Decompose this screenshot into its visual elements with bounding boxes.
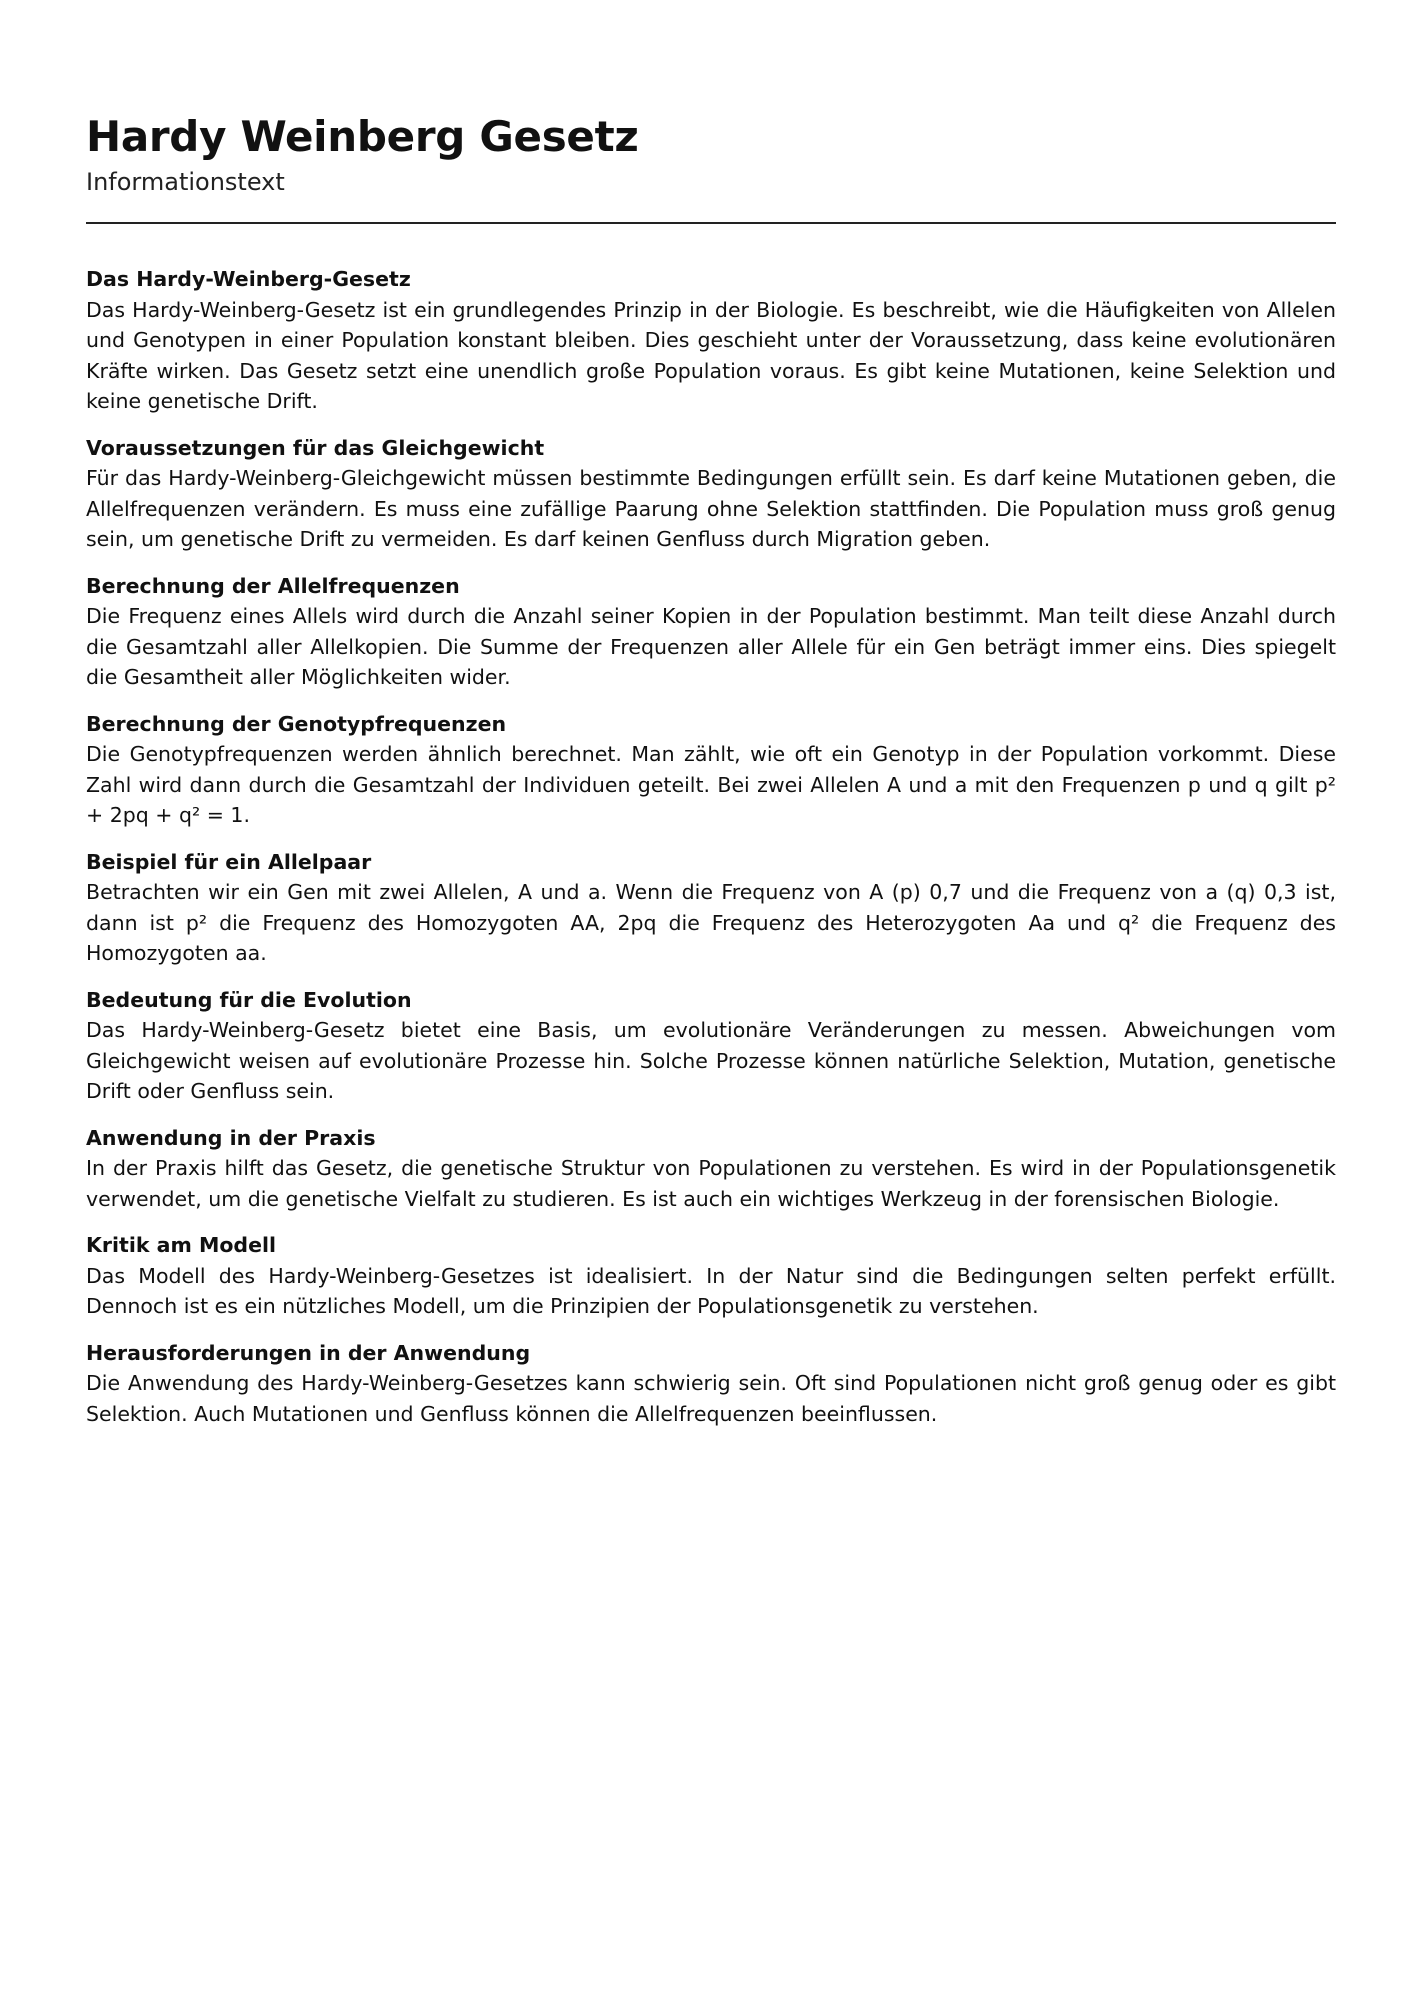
document-page — [86, 112, 1336, 1445]
section-body: Die Genotypfrequenzen werden ähnlich berechnet. Man zählt, wie oft ein Genotyp in der Population vorkommt. Diese Zahl wird dann durch die Gesamtzahl der Individuen geteilt. Bei zwei Allelen A und a mit den Frequenzen p und q gilt p² + 2pq + q² = 1. — [86, 742, 1336, 827]
section-equilibrium-conditions — [86, 433, 1336, 555]
section-body: In der Praxis hilft das Gesetz, die genetische Struktur von Populationen zu verstehen. Es wird in der Populationsgenetik verwendet, um die genetische Vielfalt zu studieren. Es ist auch ein wichtiges Werkzeug in der forensischen Biologie. — [86, 1156, 1336, 1211]
section-body: Die Frequenz eines Allels wird durch die Anzahl seiner Kopien in der Population bestimmt. Man teilt diese Anzahl durch die Gesamtzahl aller Allelkopien. Die Summe der Frequenzen aller Allele für ein Gen beträgt immer eins. Dies spiegelt die Gesamtheit aller Möglichkeiten wider. — [86, 604, 1336, 689]
title-divider — [86, 222, 1336, 224]
section-evolution-significance — [86, 985, 1336, 1107]
section-heading: Berechnung der Allelfrequenzen — [86, 573, 460, 598]
section-body: Das Hardy-Weinberg-Gesetz bietet eine Basis, um evolutionäre Veränderungen zu messen. Abweichungen vom Gleichgewicht weisen auf evolutionäre Prozesse hin. Solche Prozesse können natürliche Selektion, Mutation, genetische Drift oder Genfluss sein. — [86, 1018, 1336, 1103]
section-body: Die Anwendung des Hardy-Weinberg-Gesetzes kann schwierig sein. Oft sind Populationen nicht groß genug oder es gibt Selektion. Auch Mutationen und Genfluss können die Allelfrequenzen beeinflussen. — [86, 1371, 1336, 1426]
section-heading: Bedeutung für die Evolution — [86, 987, 412, 1012]
section-body: Das Modell des Hardy-Weinberg-Gesetzes ist idealisiert. In der Natur sind die Bedingungen selten perfekt erfüllt. Dennoch ist es ein nützliches Modell, um die Prinzipien der Populationsgenetik zu verstehen. — [86, 1263, 1336, 1318]
section-heading: Berechnung der Genotypfrequenzen — [86, 711, 507, 736]
section-body: Das Hardy-Weinberg-Gesetz ist ein grundlegendes Prinzip in der Biologie. Es beschreibt, wie die Häufigkeiten von Allelen und Genotypen in einer Population konstant bleiben. Dies geschieht unter der Voraussetzung, dass keine evolutionären Kräfte wirken. Das Gesetz setzt eine unendlich große Population voraus. Es gibt keine Mutationen, keine Selektion und keine genetische Drift. — [86, 297, 1336, 413]
section-practical-application — [86, 1123, 1336, 1215]
document-subtitle: Informationstext — [86, 168, 285, 196]
section-genotype-frequencies — [86, 709, 1336, 831]
section-heading: Voraussetzungen für das Gleichgewicht — [86, 435, 545, 460]
section-heading: Herausforderungen in der Anwendung — [86, 1340, 531, 1365]
section-application-challenges — [86, 1338, 1336, 1430]
section-body: Für das Hardy-Weinberg-Gleichgewicht müssen bestimmte Bedingungen erfüllt sein. Es darf keine Mutationen geben, die Allelfrequenzen verändern. Es muss eine zufällige Paarung ohne Selektion stattfinden. Die Population muss groß genug sein, um genetische Drift zu vermeiden. Es darf keinen Genfluss durch Migration geben. — [86, 466, 1336, 551]
section-body: Betrachten wir ein Gen mit zwei Allelen, A und a. Wenn die Frequenz von A (p) 0,7 und die Frequenz von a (q) 0,3 ist, dann ist p² die Frequenz des Homozygoten AA, 2pq die Frequenz des Heterozygoten Aa und q² die Frequenz des Homozygoten aa. — [86, 880, 1336, 965]
section-hardy-weinberg-law — [86, 264, 1336, 417]
document-title: Hardy Weinberg Gesetz — [86, 112, 639, 161]
section-allele-pair-example — [86, 847, 1336, 969]
section-heading: Beispiel für ein Allelpaar — [86, 849, 372, 874]
section-model-criticism — [86, 1230, 1336, 1322]
section-heading: Das Hardy-Weinberg-Gesetz — [86, 267, 411, 291]
section-heading: Anwendung in der Praxis — [86, 1125, 376, 1150]
sections — [86, 264, 1336, 1429]
section-allele-frequencies — [86, 571, 1336, 693]
section-heading: Kritik am Modell — [86, 1233, 277, 1257]
